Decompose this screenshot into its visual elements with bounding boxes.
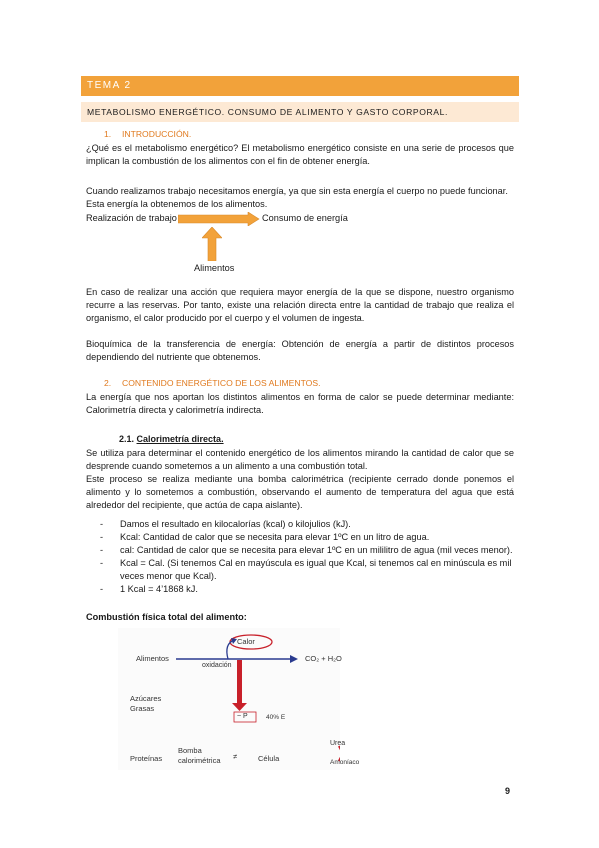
work-energy-line-2: Esta energía la obtenemos de los alimentos. — [86, 199, 268, 209]
subsection-title: Calorimetría directa. — [136, 434, 224, 444]
reserves-text: En caso de realizar una acción que requiera mayor energía de la que se dispone, nuestro organismo recurre a las reservas. Por tanto, existe una relación directa entre la cantidad de trabajo que realiza el organismo, el calor producido por el cuerpo y el volumen de ingesta. — [86, 287, 514, 323]
urea-label: Urea — [330, 740, 346, 747]
fats-label: Grasas — [130, 704, 155, 713]
biochem-paragraph — [86, 338, 514, 364]
percent-energy-label: 40% E — [266, 714, 286, 721]
list-item: - Kcal = Cal. (Si tenemos Cal en mayúscula es igual que Kcal, si tenemos cal en minúscula es mil veces menor que Kcal). — [100, 557, 514, 583]
atp-box-label: ~ P — [237, 713, 248, 720]
products-label: CO₂ + H₂O — [305, 654, 342, 663]
cell-label: Célula — [258, 754, 280, 763]
units-list — [100, 518, 514, 596]
work-energy-line-1: Cuando realizamos trabajo necesitamos energía, ya que sin esta energía el cuerpo no puede funcionar. — [86, 186, 508, 196]
reserves-paragraph — [86, 286, 514, 325]
list-item: - cal: Cantidad de calor que se necesita para elevar 1ºC en un mililitro de agua (mil veces menor). — [100, 544, 514, 557]
sugars-label: Azúcares — [130, 694, 162, 703]
work-energy-paragraph — [86, 185, 514, 211]
section-2-title: CONTENIDO ENERGÉTICO DE LOS ALIMENTOS. — [122, 378, 321, 388]
ammonia-label: Amoníaco — [330, 759, 360, 766]
subsection-number: 2.1. — [119, 434, 135, 444]
section-2-number: 2. — [104, 378, 112, 388]
section-1-title: INTRODUCCIÓN. — [122, 129, 192, 139]
subsection-2-1-heading — [119, 434, 224, 444]
direct-calorimetry-paragraph — [86, 447, 514, 512]
section-1-number: 1. — [104, 129, 112, 139]
section-2-heading — [104, 378, 321, 388]
oxidation-label: oxidación — [202, 662, 232, 669]
chapter-subtitle-bar: METABOLISMO ENERGÉTICO. CONSUMO DE ALIMENTO Y GASTO CORPORAL. — [81, 102, 519, 122]
intro-paragraph — [86, 142, 514, 168]
proteins-label: Proteínas — [130, 754, 163, 763]
food-label: Alimentos — [194, 263, 235, 273]
up-arrow-icon — [202, 227, 222, 261]
energy-consumption-label: Consumo de energía — [262, 213, 348, 223]
energy-content-text: La energía que nos aportan los distintos alimentos en forma de calor se puede determinar mediante: Calorimetría directa y calorimetría indirecta. — [86, 392, 514, 415]
list-item: - 1 Kcal = 4’1868 kJ. — [100, 583, 514, 596]
right-arrow-icon — [178, 212, 260, 226]
work-label: Realización de trabajo — [86, 213, 177, 223]
not-equal-symbol: ≠ — [233, 752, 238, 761]
bomb-label-2: calorimétrica — [178, 756, 221, 765]
energy-content-paragraph — [86, 391, 514, 417]
heat-label: Calor — [237, 637, 255, 646]
page-number: 9 — [505, 786, 511, 796]
tema-header-bar: TEMA 2 — [81, 76, 519, 96]
combustion-diagram — [118, 628, 360, 770]
list-item: - Kcal: Cantidad de calor que se necesita para elevar 1ºC en un litro de agua. — [100, 531, 514, 544]
biochem-text: Bioquímica de la transferencia de energía: Obtención de energía a partir de distintos procesos dependiendo del nutriente que obtenemos. — [86, 339, 514, 362]
intro-text: ¿Qué es el metabolismo energético? El metabolismo energético consiste en una serie de procesos que implican la combustión de los alimentos con el fin de obtener energía. — [86, 143, 514, 166]
combustion-title: Combustión física total del alimento: — [86, 612, 247, 622]
bomb-label-1: Bomba — [178, 746, 202, 755]
section-1-heading — [104, 129, 191, 139]
foods-node: Alimentos — [136, 654, 169, 663]
direct-calorimetry-text: Se utiliza para determinar el contenido energético de los alimentos mirando la cantidad de calor que se desprende cuando sometemos a un alimento a una combustión total. — [86, 448, 514, 471]
bomb-calorimeter-text: Este proceso se realiza mediante una bomba calorimétrica (recipiente cerrado donde ponemos el alimento y lo sometemos a combustión, observando el aumento de temperatura del agua que está alrededor del recipiente, que actúa de capa aislante). — [86, 474, 514, 510]
list-item: - Damos el resultado en kilocalorías (kcal) o kilojulios (kJ). — [100, 518, 514, 531]
